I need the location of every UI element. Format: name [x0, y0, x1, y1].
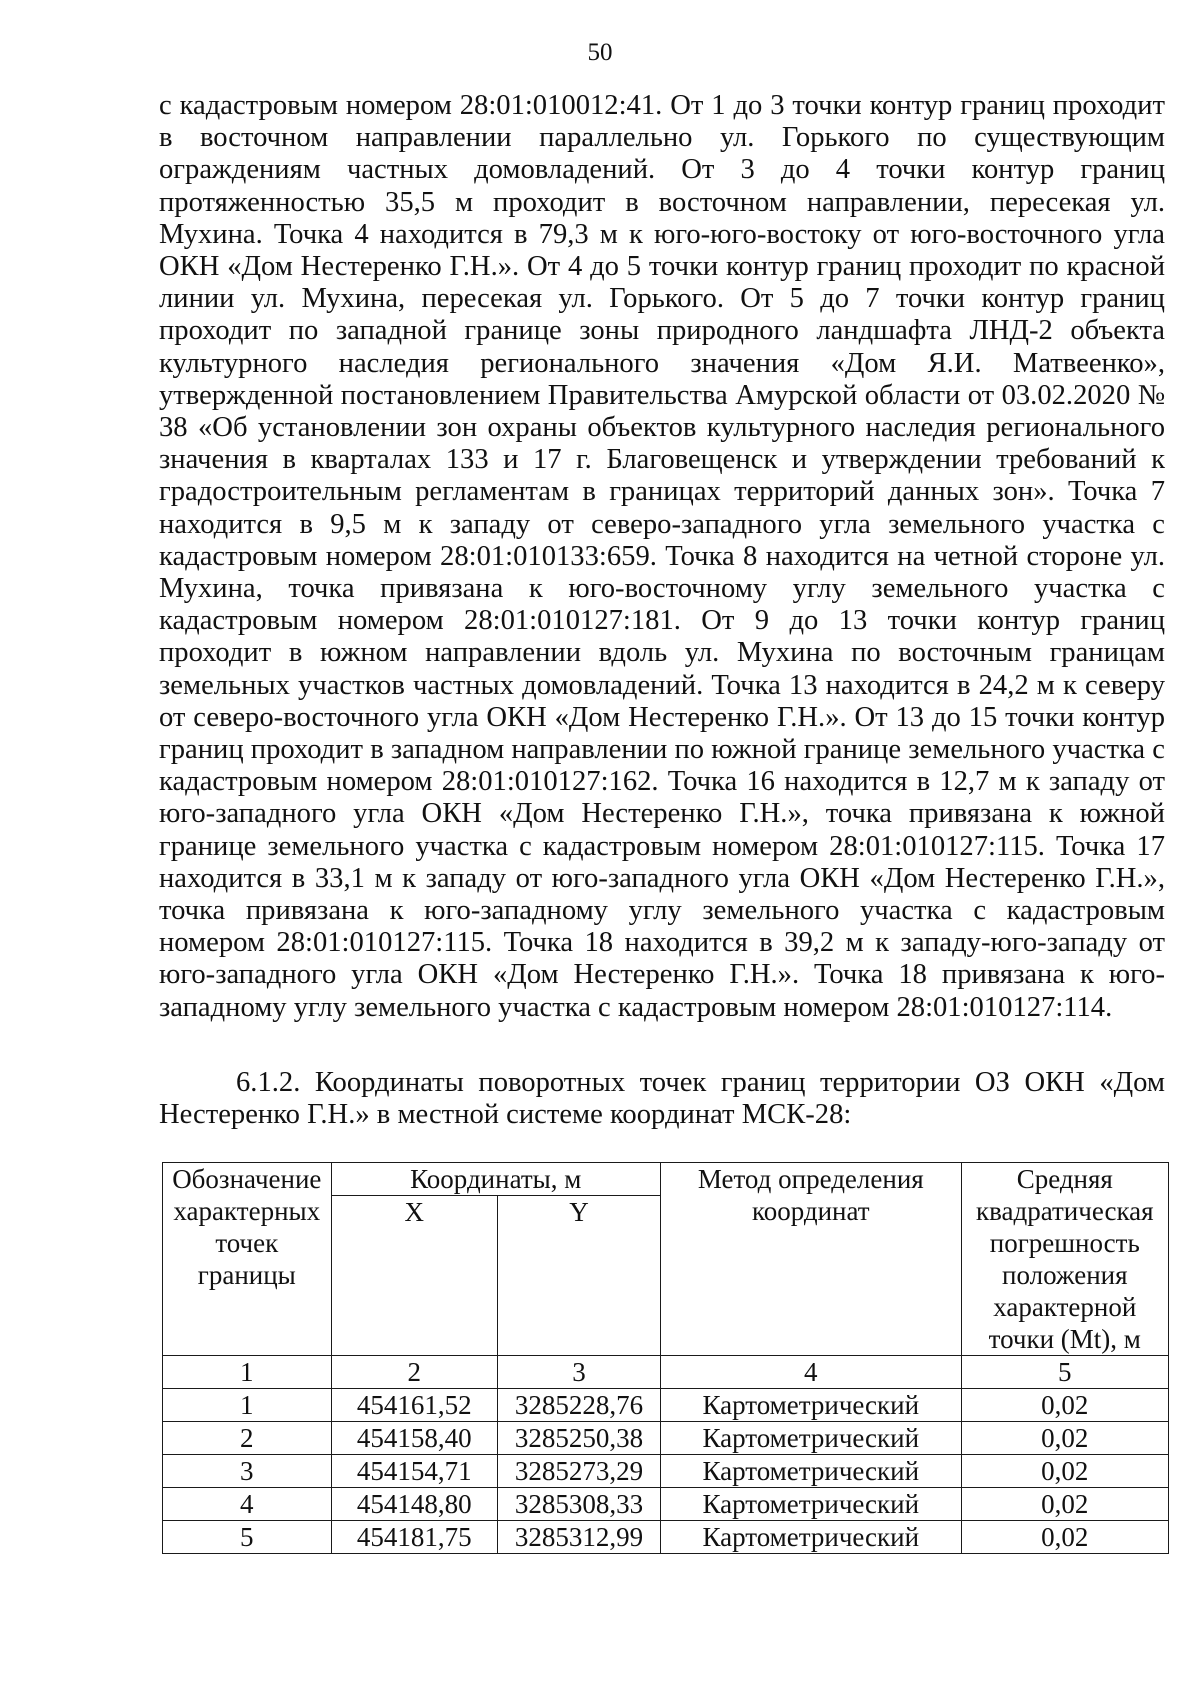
header-point-designation: Обозначение характерных точек границы	[163, 1163, 332, 1356]
table-row	[163, 1488, 1169, 1521]
table-index-row	[163, 1356, 1169, 1389]
error-cell: 0,02	[961, 1488, 1168, 1521]
point-cell: 5	[163, 1521, 332, 1554]
x-cell: 454158,40	[331, 1422, 497, 1455]
table-row	[163, 1521, 1169, 1554]
section-heading-paragraph: 6.1.2. Координаты поворотных точек границ территории ОЗ ОКН «Дом Нестеренко Г.Н.» в местной системе координат МСК-28:	[159, 1067, 1165, 1131]
error-cell: 0,02	[961, 1521, 1168, 1554]
index-cell: 4	[660, 1356, 961, 1389]
point-cell: 4	[163, 1488, 332, 1521]
error-cell: 0,02	[961, 1422, 1168, 1455]
body-paragraph: с кадастровым номером 28:01:010012:41. От 1 до 3 точки контур границ проходит в восточном направлении параллельно ул. Горького по существующим ограждениям частных домовладений. От 3 до 4 точки контур границ протяженностью 35,5 м проходит в восточном направлении, пересекая ул. Мухина. Точка 4 находится в 79,3 м к юго-юго-востоку от юго-восточного угла ОКН «Дом Нестеренко Г.Н.». От 4 до 5 точки контур границ проходит по красной линии ул. Мухина, пересекая ул. Горького. От 5 до 7 точки контур границ проходит по западной границе зоны природного ландшафта ЛНД-2 объекта культурного наследия регионального значения «Дом Я.И. Матвеенко», утвержденной постановлением Правительства Амурской области от 03.02.2020 № 38 «Об установлении зон охраны объектов культурного наследия регионального значения в кварталах 133 и 17 г. Благовещенск и утверждении требований к градостроительным регламентам в границах территорий данных зон». Точка 7 находится в 9,5 м к западу от северо-западного угла земельного участка с кадастровым номером 28:01:010133:659. Точка 8 находится на четной стороне ул. Мухина, точка привязана к юго-восточному углу земельного участка с кадастровым номером 28:01:010127:181. От 9 до 13 точки контур границ проходит в южном направлении вдоль ул. Мухина по восточным границам земельных участков частных домовладений. Точка 13 находится в 24,2 м к северу от северо-восточного угла ОКН «Дом Нестеренко Г.Н.». От 13 до 15 точки контур границ проходит в западном направлении по южной границе земельного участка с кадастровым номером 28:01:010127:162. Точка 16 находится в 12,7 м к западу от юго-западного угла ОКН «Дом Нестеренко Г.Н.», точка привязана к южной границе земельного участка с кадастровым номером 28:01:010127:115. Точка 17 находится в 33,1 м к западу от юго-западного угла ОКН «Дом Нестеренко Г.Н.», точка привязана к юго-западному углу земельного участка с кадастровым номером 28:01:010127:115. Точка 18 находится в 39,2 м к западу-юго-западу от юго-западного угла ОКН «Дом Нестеренко Г.Н.». Точка 18 привязана к юго-западному углу земельного участка с кадастровым номером 28:01:010127:114.	[159, 90, 1165, 1023]
x-cell: 454148,80	[331, 1488, 497, 1521]
index-cell: 1	[163, 1356, 332, 1389]
table-row	[163, 1422, 1169, 1455]
table-row	[163, 1389, 1169, 1422]
x-cell: 454154,71	[331, 1455, 497, 1488]
index-cell: 5	[961, 1356, 1168, 1389]
header-mean-error: Средняя квадратическая погрешность положения характерной точки (Mt), м	[961, 1163, 1168, 1356]
index-cell: 2	[331, 1356, 497, 1389]
point-cell: 3	[163, 1455, 332, 1488]
header-x: X	[331, 1196, 497, 1356]
header-method: Метод определения координат	[660, 1163, 961, 1356]
point-cell: 1	[163, 1389, 332, 1422]
y-cell: 3285228,76	[497, 1389, 660, 1422]
y-cell: 3285308,33	[497, 1488, 660, 1521]
coordinates-table	[162, 1162, 1169, 1554]
method-cell: Картометрический	[660, 1422, 961, 1455]
table-header-row	[163, 1163, 1169, 1196]
error-cell: 0,02	[961, 1455, 1168, 1488]
method-cell: Картометрический	[660, 1455, 961, 1488]
index-cell: 3	[497, 1356, 660, 1389]
point-cell: 2	[163, 1422, 332, 1455]
y-cell: 3285312,99	[497, 1521, 660, 1554]
method-cell: Картометрический	[660, 1389, 961, 1422]
header-coordinates: Координаты, м	[331, 1163, 660, 1196]
page-number: 50	[587, 39, 613, 66]
method-cell: Картометрический	[660, 1521, 961, 1554]
y-cell: 3285250,38	[497, 1422, 660, 1455]
table-row	[163, 1455, 1169, 1488]
x-cell: 454161,52	[331, 1389, 497, 1422]
x-cell: 454181,75	[331, 1521, 497, 1554]
method-cell: Картометрический	[660, 1488, 961, 1521]
error-cell: 0,02	[961, 1389, 1168, 1422]
y-cell: 3285273,29	[497, 1455, 660, 1488]
header-y: Y	[497, 1196, 660, 1356]
